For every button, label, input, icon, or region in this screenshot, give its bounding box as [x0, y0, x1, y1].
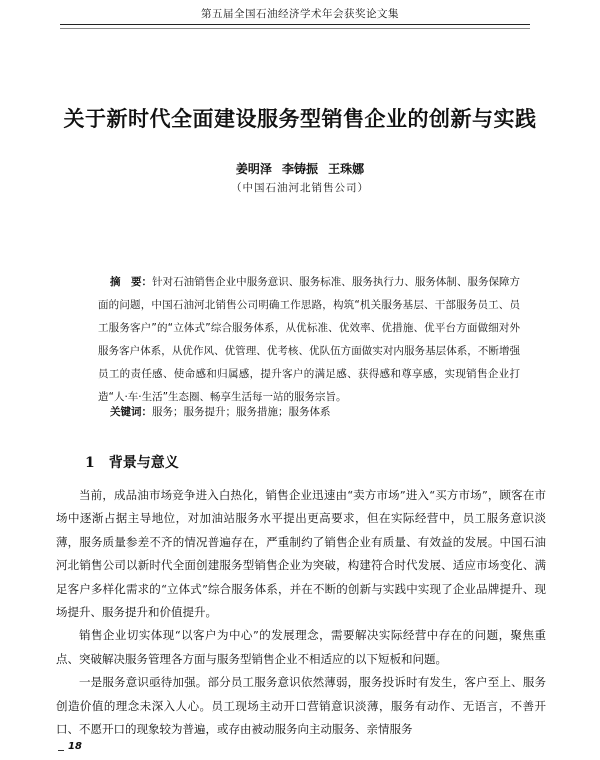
keywords-label: 关键词：: [110, 406, 152, 418]
body-paragraph: 一是服务意识亟待加强。部分员工服务意识依然薄弱，服务投诉时有发生，客户至上、服务创造价值的理念未深入人心。员工现场主动开口营销意识淡薄，服务有动作、无语言，不善开口、不愿开口的现象较为普遍，或存由被动服务向主动服务、亲情服务: [56, 675, 546, 737]
header-rule-thin: [60, 28, 530, 29]
article-affiliation: （中国石油河北销售公司）: [231, 182, 369, 194]
section-number: 1: [85, 455, 95, 471]
keywords: [110, 404, 520, 419]
footer-dash: [58, 750, 64, 751]
article-title: 关于新时代全面建设服务型销售企业的创新与实践: [63, 106, 537, 131]
page-number: 18: [68, 741, 82, 752]
header-rule: [60, 24, 530, 25]
section-heading: [85, 452, 179, 472]
abstract: [98, 271, 520, 409]
body-text: [56, 484, 546, 741]
section-title: 背景与意义: [108, 455, 179, 471]
abstract-label: 摘 要：: [110, 276, 153, 288]
abstract-text: 针对石油销售企业中服务意识、服务标准、服务执行力、服务体制、服务保障方面的问题，中国石油河北销售公司明确工作思路，构筑“机关服务基层、干部服务员工、员工服务客户”的“立体式”综合服务体系，从优标准、优效率、优措施、优平台方面做细对外服务客户体系，从优作风、优管理、优考核、优队伍方面做实对内服务基层体系，不断增强员工的责任感、使命感和归属感，提升客户的满足感、获得感和尊享感，实现销售企业打造“人·车·生活”生态圈、畅享生活每一站的服务宗旨。: [98, 276, 521, 403]
article-authors: 姜明泽 李铸振 王珠娜: [235, 162, 365, 176]
keywords-text: 服务；服务提升；服务措施；服务体系: [152, 406, 331, 418]
body-paragraph: 当前，成品油市场竞争进入白热化，销售企业迅速由“卖方市场”进入“买方市场”，顾客在市场中逐渐占据主导地位，对加油站服务水平提出更高要求，但在实际经营中，员工服务意识淡薄，服务质量参差不齐的情况普遍存在，严重制约了销售企业有质量、有效益的发展。中国石油河北销售公司以新时代全面创建服务型销售企业为突破，构建符合时代发展、适应市场变化、满足客户多样化需求的“立体式”综合服务体系，并在不断的创新与实践中实现了企业品牌提升、现场提升、服务提升和价值提升。: [56, 488, 546, 620]
body-paragraph: 销售企业切实体现“以客户为中心”的发展理念，需要解决实际经营中存在的问题，聚焦重点、突破解决服务管理各方面与服务型销售企业不相适应的以下短板和问题。: [56, 628, 546, 666]
running-header: 第五届全国石油经济学术年会获奖论文集: [201, 8, 399, 20]
